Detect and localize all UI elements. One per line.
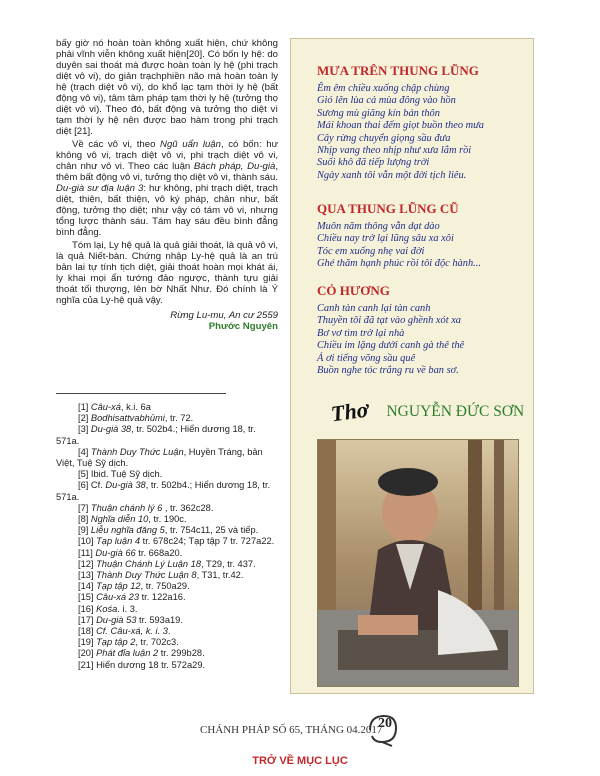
footnote: [6] Cf. Du-già 38, tr. 502b4.; Hiển dương 18, tr. 571a. (56, 480, 271, 502)
footnote-title: Phát đỉa luận 2 (96, 648, 159, 659)
footnote: [19] Tạp tập 2, tr. 702c3. (56, 637, 278, 648)
footnote-number: [10] (78, 536, 97, 547)
paragraph: Về các vô vi, theo Ngũ uẩn luận, có bốn: hư không vô vi, trạch diệt vô vi, phi trạch diệt vô vi, chân như vô vi. Theo các luận Bách pháp, Du-già, thêm bất động vô vi, tưởng thọ diệt vô vi, thành sáu. Du-già sư địa luận 3: hư không, phi trạch diệt, trạch diệt, thiện, bất thiện, vô ký pháp, chân như, bất động, tưởng thọ diệt; như vậy có tám vô vi, nhưng tổng lược thành sáu. Tám hay sáu đều bình đẳng bình đẳng. (56, 139, 279, 238)
footnote-title: Tạp luận 4 (96, 536, 141, 547)
footnote: [15] Câu-xá 23 tr. 122a16. (56, 592, 278, 603)
footnote-number: [7] (78, 502, 91, 513)
footnote-number: [2] (78, 413, 91, 424)
footnote: [12] Thuận Chánh Lý Luận 18, T29, tr. 437. (56, 559, 278, 570)
footnote: [13] Thành Duy Thức Luận 8, T31, tr.42. (56, 570, 278, 581)
paragraph: bấy giờ nó hoàn toàn không xuất hiện, chứ không phải vĩnh viễn không xuất hiện[20]. Có bốn ly hệ: do duyên sai thoát mà được hoàn toàn ly hệ (phi trạch diệt vô vi), do giản trạchphiền não mà hoàn toàn ly hệ (trạch diệt vô vi), do khổ lạc tạm thời ly hệ (bất động vô vi), tâm tâm pháp tạm thời ly hệ (tưởng thọ diệt vô vi). Theo đó, bất động và tưởng thọ diệt vì tạm thời ly hệ nên được bao hàm trong phi trạch diệt [21]. (56, 38, 278, 137)
poem-line: Buồn nghe tóc trắng ru về ban sơ. (317, 365, 459, 377)
footnote: [8] Nghĩa diễn 10, tr. 190c. (56, 514, 278, 525)
footnote: [11] Du-già 66 tr. 668a20. (56, 548, 278, 559)
footnote: [5] Ibid. Tuệ Sỹ dịch. (56, 469, 278, 480)
footnote-number: [4] (78, 446, 91, 457)
footnote-title: Du-già 66 (95, 547, 136, 558)
footnote-title: Du-già 38 (90, 424, 132, 435)
footnote-number: [15] (78, 592, 97, 603)
footnote: [9] Liễu nghĩa đăng 5, tr. 754c11, 25 và tiếp. (56, 525, 278, 536)
footnote: [10] Tạp luận 4 tr. 678c24; Tạp tập 7 tr. 727a22. (56, 536, 278, 547)
footnote: [4] Thành Duy Thức Luận, Huyền Tráng, bản Việt, Tuệ Sỹ dịch. (56, 446, 263, 469)
footnote-number: [21] (78, 659, 97, 670)
footnote-number: [6] (78, 480, 91, 491)
poem-line: Suối khô đã tiếp lượng trời (317, 157, 430, 169)
footnote-title: Thuận chánh lý 6 (90, 502, 163, 513)
poet-name: NGUYỄN ĐỨC SƠN (386, 403, 525, 420)
poem-line: Tóc em xuống nhẹ vai đời (317, 245, 425, 257)
poem-line: Chiều im lặng dưới canh gà thê thê (317, 340, 465, 352)
footnote-number: [3] (78, 424, 91, 435)
footnote: [2] Bodhisattvabhūmi, tr. 72. (56, 413, 278, 424)
footnote-title: Thuận Chánh Lý Luận 18 (96, 558, 202, 569)
poem-line: Ghé thăm hạnh phúc rồi tôi độc hành... (317, 258, 481, 270)
signature-author: Phước Nguyên (208, 321, 278, 332)
paragraph: Tóm lại, Ly hệ quả là quả giải thoát, là quả vô vi, là quả Niết-bàn. Chứng nhập Ly-hệ quả là an trú bản lai tự tính tịch diệt, giải thoát hoàn mọi khát ái, ly khai mọi ẩn tướng đảo ngược, thành tựu giải thoát tối thượng, lên bờ Nhất Như. Đó chính là Ý nghĩa của Ly-hệ quả vậy. (56, 240, 278, 306)
footnote-number: [9] (78, 525, 91, 536)
poem-verse (317, 303, 527, 377)
footnote-number: [1] (78, 402, 91, 412)
footnote-title: Thành Duy Thức Luận (90, 446, 184, 457)
footnote-number: [13] (78, 570, 97, 581)
poem-line: Êm êm chiều xuống chập chùng (317, 83, 450, 94)
footer-issue: CHÁNH PHÁP SỐ 65, THÁNG 04.2017 (200, 724, 383, 736)
poem-line: Gió lên lùa cả mùa đông vào hồn (317, 95, 456, 107)
footnote-title: Câu-xá 23 (96, 592, 139, 603)
poem-line: Cây rừng chuyển giọng sầu đưa (317, 132, 451, 144)
footnote-title: Kośa (96, 603, 118, 614)
footnote-number: [8] (78, 514, 91, 525)
footnote-number: [19] (78, 637, 97, 648)
footnote: [21] Hiển dương 18 tr. 572a29. (56, 660, 278, 671)
poem-line: Bơ vơ tìm trở lại nhà (317, 327, 405, 339)
footnote-number: [16] (78, 603, 97, 614)
footnote-title: Cf. Câu-xá, k. i. 3 (96, 626, 168, 637)
poem-line: Chiều nay trở lại lũng sâu xa xôi (317, 233, 454, 245)
poem-line: Mái khoan thai đếm giọt buồn theo mưa (317, 120, 484, 132)
footnote: [18] Cf. Câu-xá, k. i. 3. (56, 626, 278, 637)
back-to-contents-link[interactable]: TRỞ VỀ MỤC LỤC (252, 755, 348, 767)
poem-line: Ngày xanh tôi vẫn một đời tịch liêu. (317, 169, 467, 181)
footnote-number: [12] (78, 558, 97, 569)
footnote-title: Tạp tập 12 (96, 581, 141, 592)
footnote-number: [18] (78, 626, 97, 637)
footnote-divider (56, 393, 226, 394)
page-number: 20 (378, 716, 392, 731)
poetry-box (290, 38, 534, 694)
poem-line: Sương mù giăng kín bản thôn (317, 107, 440, 119)
footnote-number: [5] (78, 469, 91, 480)
signature (56, 310, 278, 332)
poem-title: MƯA TRÊN THUNG LŨNG (317, 63, 479, 78)
poet-photo (317, 439, 519, 687)
poem-verse (317, 221, 527, 271)
footnote-title: Du-già 53 (96, 614, 137, 625)
poem-line: Thuyền tôi đã tạt vào ghềnh xót xa (317, 315, 461, 327)
footnote: [7] Thuận chánh lý 6 , tr. 362c28. (56, 503, 278, 514)
footnote: [17] Du-già 53 tr. 593a19. (56, 615, 278, 626)
poem-title: CỎ HƯƠNG (317, 283, 390, 298)
footnote-title: Nghĩa diễn 10 (90, 514, 149, 525)
footnote-title: Tạp tập 2 (96, 637, 136, 648)
poem-line: Ả ơi tiếng võng sầu quê (317, 352, 416, 364)
poet-label: Thơ (329, 396, 370, 427)
footnote: [20] Phát đỉa luận 2 tr. 299b28. (56, 648, 278, 659)
signature-place: Rừng Lu-mu, An cư 2559 (170, 310, 278, 321)
footnotes (56, 402, 278, 671)
footnote-number: [14] (78, 581, 97, 592)
footnote-number: [20] (78, 648, 97, 659)
footnote-title: Liễu nghĩa đăng 5 (90, 525, 165, 536)
footnote: [16] Kośa. i. 3. (56, 604, 278, 615)
footnote: [14] Tạp tập 12, tr. 750a29. (56, 581, 278, 592)
footnote: [3] Du-già 38, tr. 502b4.; Hiển dương 18, tr. 571a. (56, 424, 256, 446)
poet-credit (329, 396, 525, 427)
poem-line: Canh tàn canh lại tàn canh (317, 303, 431, 314)
footnote: [1] Câu-xá, k.i. 6a (56, 402, 278, 413)
poem-title: QUA THUNG LŨNG CŨ (317, 201, 459, 216)
footnote-title: Du-già 38 (105, 480, 146, 491)
footnote-title: Bodhisattvabhūmi (90, 413, 165, 424)
poem-verse (317, 83, 527, 182)
footnote-title: Câu-xá (90, 402, 121, 412)
poet-portrait-image (318, 440, 518, 686)
poem-line: Muôn năm thông vẫn dạt dào (317, 221, 440, 232)
footnote-title: Thành Duy Thức Luận 8 (96, 570, 197, 581)
footnote-number: [17] (78, 614, 97, 625)
article-body (56, 38, 278, 332)
poem-line: Nhịp vang theo nhịp như xưa lắm rồi (317, 145, 472, 157)
footnote-number: [11] (78, 547, 96, 558)
